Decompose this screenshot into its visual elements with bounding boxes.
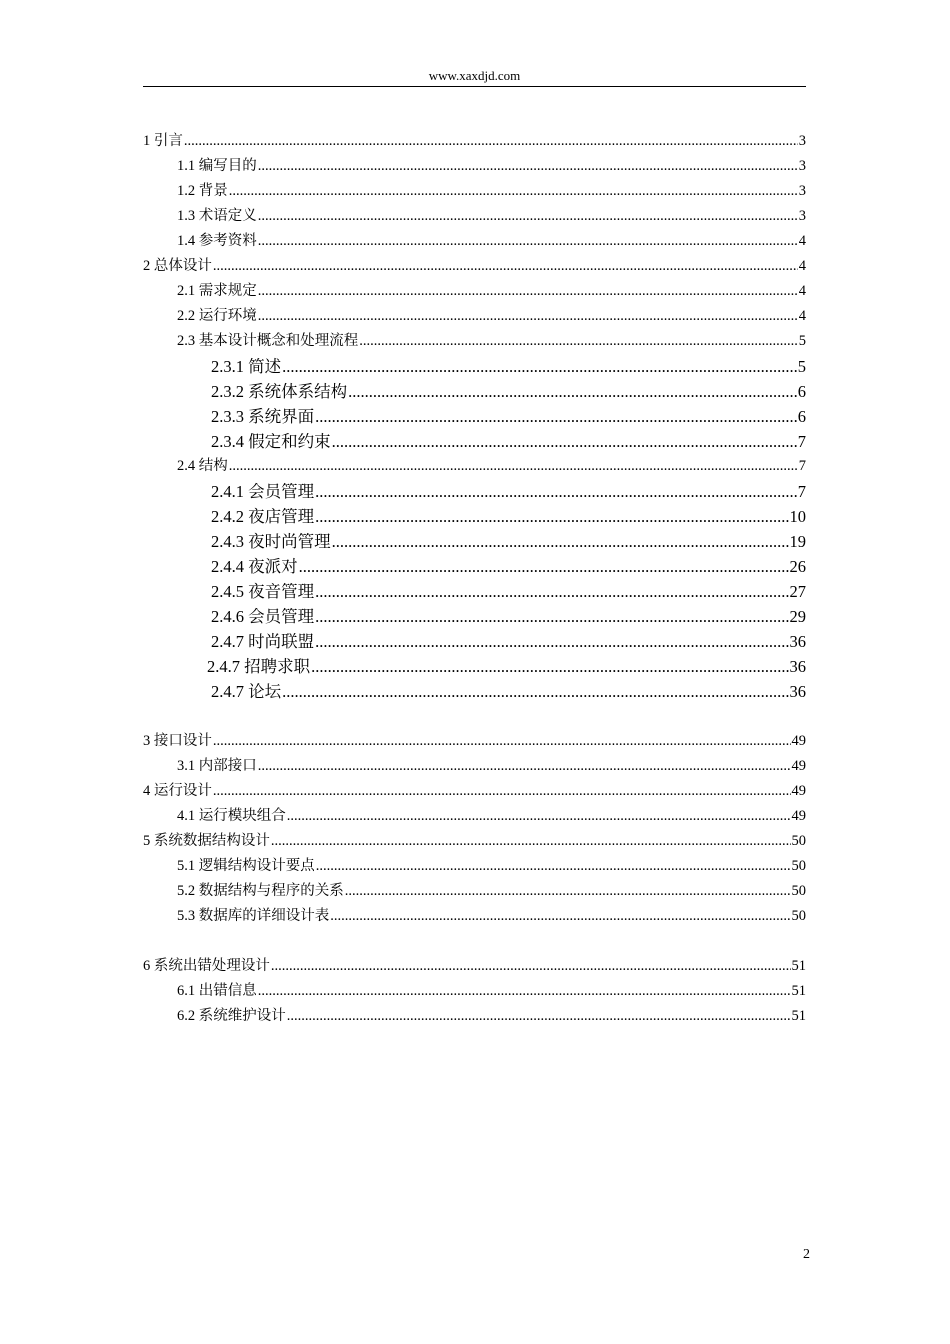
toc-entry-label: 1.2 背景 (177, 183, 228, 199)
toc-entry-label: 6 系统出错处理设计 (143, 958, 270, 974)
page-number: 2 (803, 1247, 810, 1262)
toc-entry[interactable] (143, 329, 806, 354)
toc-entry-page: 4 (798, 258, 806, 274)
toc-entry[interactable] (143, 1004, 806, 1029)
toc-entry[interactable] (143, 229, 806, 254)
toc-entry-label: 2.4.3 夜时尚管理 (211, 532, 331, 551)
toc-entry[interactable] (143, 954, 806, 979)
dot-leader (287, 804, 791, 829)
toc-spacer (143, 704, 806, 729)
toc-entry[interactable] (143, 654, 806, 679)
toc-entry[interactable] (143, 429, 806, 454)
dot-leader (315, 404, 797, 429)
toc-entry-page: 51 (791, 983, 806, 999)
toc-entry-label: 2 总体设计 (143, 258, 212, 274)
dot-leader (229, 454, 798, 479)
toc-entry-page: 6 (797, 407, 806, 426)
dot-leader (282, 354, 797, 379)
toc-entry[interactable] (143, 454, 806, 479)
toc-entry-label: 1.4 参考资料 (177, 233, 257, 249)
toc-entry[interactable] (143, 829, 806, 854)
toc-entry-label: 2.4.1 会员管理 (211, 482, 315, 501)
toc-entry-page: 26 (789, 557, 806, 576)
toc-entry-label: 1 引言 (143, 133, 183, 149)
toc-entry-page: 36 (789, 682, 806, 701)
toc-entry-label: 1.1 编写目的 (177, 158, 257, 174)
toc-entry-label: 2.1 需求规定 (177, 283, 257, 299)
toc-entry-page: 7 (798, 458, 806, 474)
toc-entry-label: 5 系统数据结构设计 (143, 833, 270, 849)
dot-leader (348, 379, 797, 404)
dot-leader (316, 854, 791, 879)
toc-entry-label: 5.2 数据结构与程序的关系 (177, 883, 344, 899)
toc-entry[interactable] (143, 679, 806, 704)
toc-entry-label: 5.3 数据库的详细设计表 (177, 908, 330, 924)
dot-leader (345, 879, 791, 904)
toc-entry-page: 4 (798, 233, 806, 249)
toc-entry[interactable] (143, 404, 806, 429)
toc-entry[interactable] (143, 504, 806, 529)
dot-leader (184, 129, 798, 154)
dot-leader (315, 504, 788, 529)
dot-leader (258, 154, 798, 179)
toc-entry-page: 7 (797, 482, 806, 501)
toc-entry-label: 2.4.7 论坛 (211, 682, 282, 701)
dot-leader (213, 779, 791, 804)
toc-entry-label: 6.1 出错信息 (177, 983, 257, 999)
toc-entry[interactable] (143, 179, 806, 204)
header-divider (143, 86, 806, 87)
toc-entry-page: 19 (789, 532, 806, 551)
dot-leader (258, 279, 798, 304)
dot-leader (282, 679, 788, 704)
toc-entry-page: 3 (798, 133, 806, 149)
dot-leader (287, 1004, 791, 1029)
toc-entry-label: 2.4.7 招聘求职 (207, 657, 311, 676)
toc-entry-label: 4.1 运行模块组合 (177, 808, 286, 824)
toc-entry-label: 2.2 运行环境 (177, 308, 257, 324)
toc-entry[interactable] (143, 379, 806, 404)
toc-entry-label: 2.3.4 假定和约束 (211, 432, 331, 451)
dot-leader (311, 654, 788, 679)
toc-entry-label: 6.2 系统维护设计 (177, 1008, 286, 1024)
dot-leader (258, 754, 791, 779)
toc-entry-label: 3 接口设计 (143, 733, 212, 749)
dot-leader (258, 229, 798, 254)
toc-entry-page: 7 (797, 432, 806, 451)
toc-entry[interactable] (143, 279, 806, 304)
dot-leader (229, 179, 798, 204)
toc-entry[interactable] (143, 204, 806, 229)
toc-entry-page: 4 (798, 308, 806, 324)
toc-entry[interactable] (143, 979, 806, 1004)
toc-entry-page: 3 (798, 183, 806, 199)
toc-entry-page: 36 (789, 632, 806, 651)
toc-entry[interactable] (143, 604, 806, 629)
toc-entry-page: 51 (791, 958, 806, 974)
dot-leader (258, 204, 798, 229)
toc-entry-page: 50 (791, 883, 806, 899)
toc-entry-label: 2.4.6 会员管理 (211, 607, 315, 626)
toc-entry[interactable] (143, 154, 806, 179)
dot-leader (330, 904, 790, 929)
toc-entry-label: 3.1 内部接口 (177, 758, 257, 774)
toc-entry-page: 50 (791, 908, 806, 924)
toc-entry[interactable] (143, 529, 806, 554)
toc-entry-label: 4 运行设计 (143, 783, 212, 799)
toc-entry[interactable] (143, 354, 806, 379)
toc-entry[interactable] (143, 629, 806, 654)
dot-leader (332, 529, 789, 554)
toc-entry-page: 3 (798, 158, 806, 174)
dot-leader (271, 829, 791, 854)
toc-entry-label: 2.4.2 夜店管理 (211, 507, 315, 526)
toc-entry-page: 50 (791, 833, 806, 849)
toc-spacer (143, 929, 806, 954)
dot-leader (332, 429, 797, 454)
page-header: www.xaxdjd.com (428, 68, 521, 83)
toc-entry-page: 50 (791, 858, 806, 874)
toc-entry-page: 49 (791, 808, 806, 824)
toc-entry-page: 27 (789, 582, 806, 601)
toc-entry[interactable] (143, 304, 806, 329)
toc-entry-label: 2.4.5 夜音管理 (211, 582, 315, 601)
toc-entry-label: 5.1 逻辑结构设计要点 (177, 858, 315, 874)
toc-entry-label: 1.3 术语定义 (177, 208, 257, 224)
toc-entry-page: 3 (798, 208, 806, 224)
toc-entry-label: 2.3.1 简述 (211, 357, 282, 376)
toc-entry[interactable] (143, 804, 806, 829)
toc-entry[interactable] (143, 779, 806, 804)
toc-entry[interactable] (143, 904, 806, 929)
toc-entry-page: 49 (791, 758, 806, 774)
toc-entry-page: 51 (791, 1008, 806, 1024)
dot-leader (359, 329, 798, 354)
dot-leader (213, 254, 798, 279)
toc-entry-page: 10 (789, 507, 806, 526)
toc-entry-page: 49 (791, 733, 806, 749)
toc-entry-label: 2.4.4 夜派对 (211, 557, 298, 576)
dot-leader (315, 579, 788, 604)
toc-entry[interactable] (143, 879, 806, 904)
toc-entry-page: 5 (798, 333, 806, 349)
table-of-contents (143, 129, 806, 1029)
toc-entry[interactable] (143, 129, 806, 154)
dot-leader (315, 479, 797, 504)
toc-entry-page: 5 (797, 357, 806, 376)
toc-entry-label: 2.4.7 时尚联盟 (211, 632, 315, 651)
dot-leader (315, 604, 788, 629)
dot-leader (271, 954, 791, 979)
toc-entry[interactable] (143, 579, 806, 604)
dot-leader (258, 979, 791, 1004)
toc-entry-page: 29 (789, 607, 806, 626)
dot-leader (213, 729, 791, 754)
toc-entry-label: 2.3.2 系统体系结构 (211, 382, 348, 401)
dot-leader (315, 629, 788, 654)
toc-entry-page: 4 (798, 283, 806, 299)
toc-entry-page: 6 (797, 382, 806, 401)
toc-entry[interactable] (143, 554, 806, 579)
dot-leader (299, 554, 789, 579)
dot-leader (258, 304, 798, 329)
toc-entry-label: 2.3 基本设计概念和处理流程 (177, 333, 359, 349)
toc-entry-page: 36 (789, 657, 806, 676)
toc-entry-label: 2.3.3 系统界面 (211, 407, 315, 426)
toc-entry[interactable] (143, 479, 806, 504)
toc-entry[interactable] (143, 754, 806, 779)
toc-entry[interactable] (143, 729, 806, 754)
toc-entry[interactable] (143, 254, 806, 279)
toc-entry-label: 2.4 结构 (177, 458, 228, 474)
toc-entry[interactable] (143, 854, 806, 879)
toc-entry-page: 49 (791, 783, 806, 799)
